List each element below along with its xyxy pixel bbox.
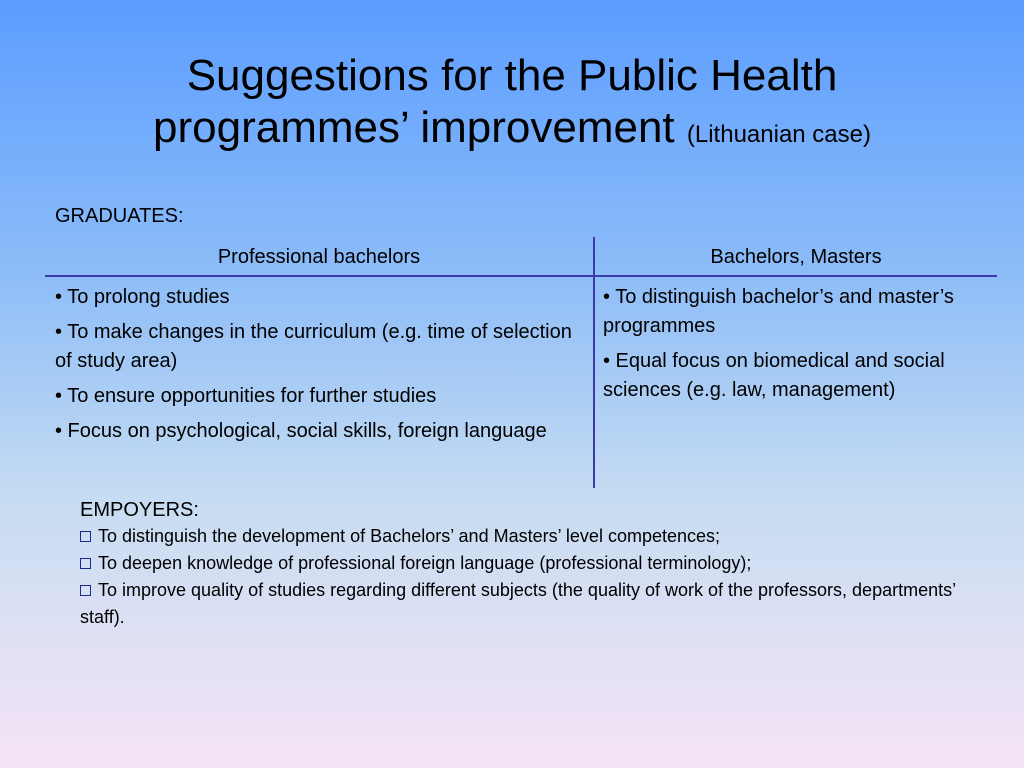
- column-header-professional-bachelors: Professional bachelors: [217, 246, 421, 268]
- list-item: • To make changes in the curriculum (e.g. time of selection of study area): [55, 321, 572, 372]
- list-item: • To prolong studies: [55, 286, 230, 308]
- employers-item-text: To improve quality of studies regarding different subjects (the quality of work of the professors, departments’ staff).: [80, 580, 956, 627]
- title-subtitle: (Lithuanian case): [686, 121, 871, 148]
- title-main: programmes’ improvement: [153, 103, 675, 152]
- list-item: [80, 523, 960, 550]
- title-line-1: Suggestions for the Public Health: [186, 51, 838, 100]
- header-rule: [45, 275, 997, 277]
- employers-label: EMPOYERS:: [80, 499, 199, 521]
- slide-title: [0, 50, 1024, 161]
- list-item: • Equal focus on biomedical and social sciences (e.g. law, management): [603, 350, 945, 401]
- employers-item-text: To deepen knowledge of professional foreign language (professional terminology);: [98, 553, 752, 573]
- graduates-label: GRADUATES:: [55, 205, 184, 227]
- employers-section: [80, 497, 960, 631]
- list-item: [80, 577, 960, 631]
- list-item: • Focus on psychological, social skills, foreign language: [55, 420, 547, 442]
- title-line-2: [0, 102, 1024, 161]
- list-item: [80, 550, 960, 577]
- list-item: • To distinguish bachelor’s and master’s programmes: [603, 286, 954, 337]
- checkbox-bullet-icon: [80, 558, 91, 569]
- bachelors-masters-list: [603, 283, 983, 411]
- checkbox-bullet-icon: [80, 531, 91, 542]
- graduates-table: [45, 237, 997, 488]
- column-header-bachelors-masters: Bachelors, Masters: [710, 246, 882, 268]
- employers-item-text: To distinguish the development of Bachelors’ and Masters’ level competences;: [98, 526, 721, 546]
- checkbox-bullet-icon: [80, 585, 91, 596]
- professional-bachelors-list: [55, 283, 585, 452]
- list-item: • To ensure opportunities for further studies: [55, 385, 437, 407]
